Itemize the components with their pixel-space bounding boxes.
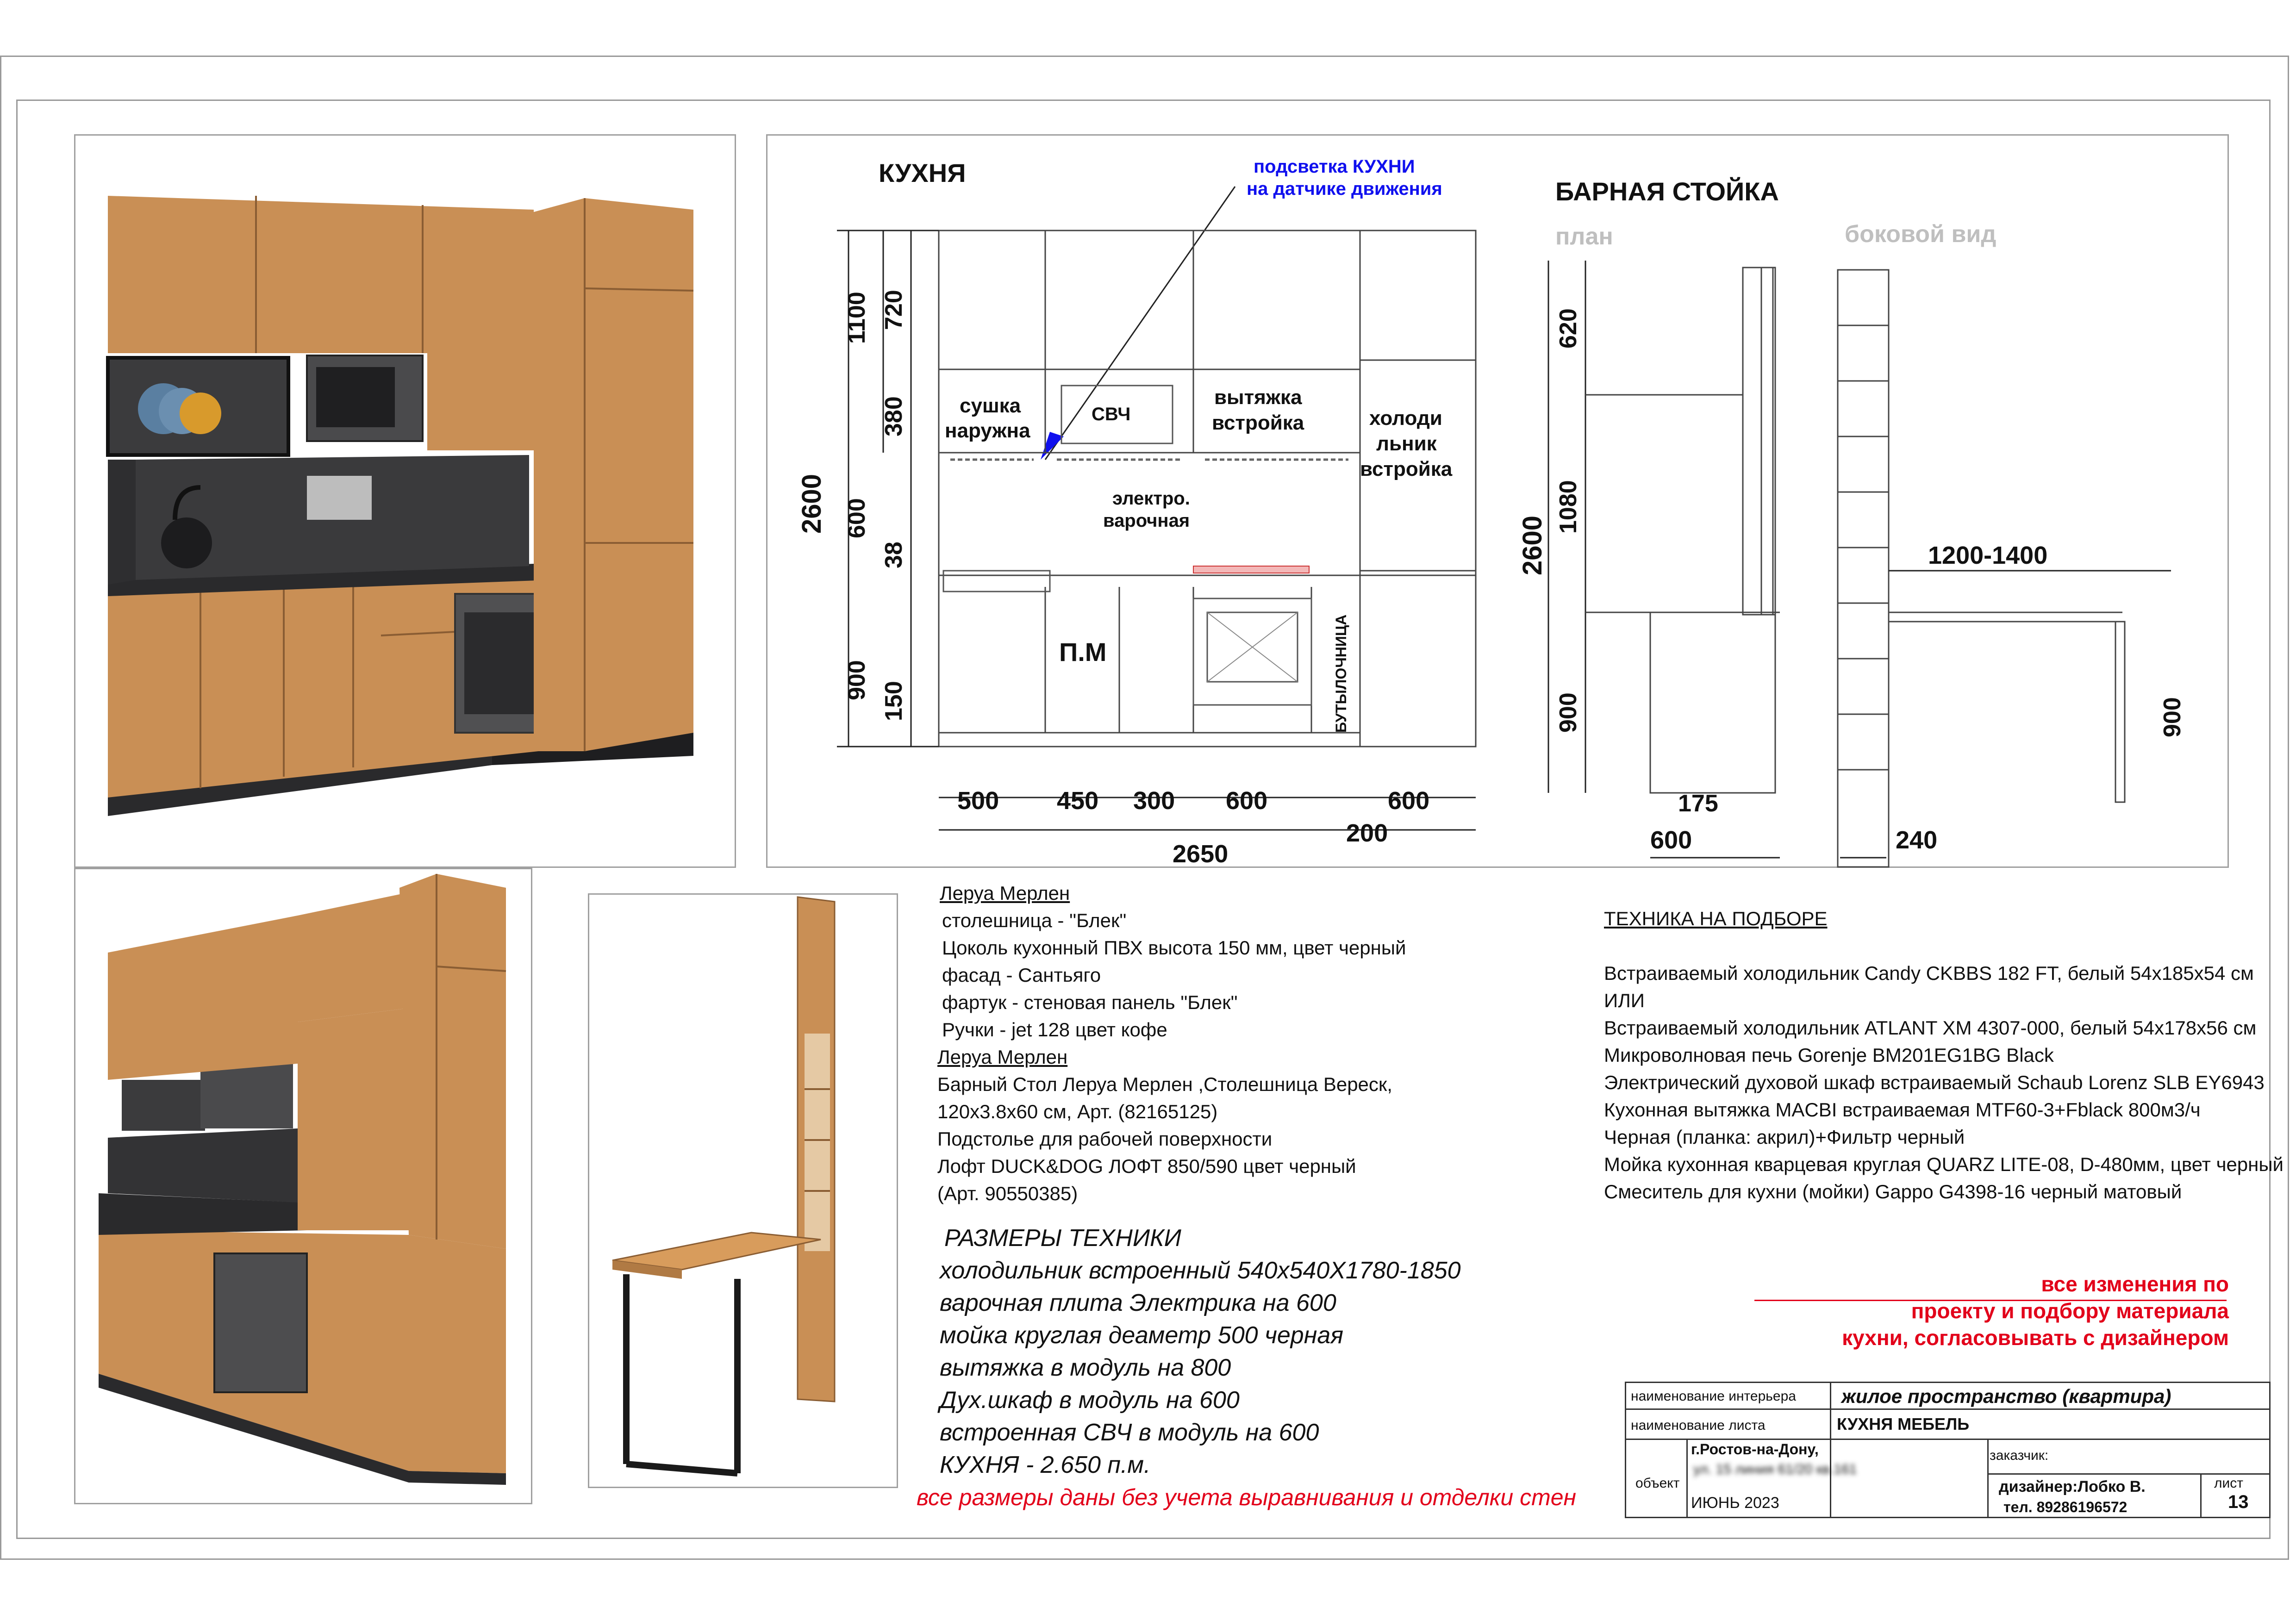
dim-900: 900 bbox=[843, 660, 870, 700]
tb-interior-label: наименование интерьера bbox=[1631, 1389, 1796, 1404]
dim-bottom-500: 500 bbox=[957, 787, 999, 815]
bar-render bbox=[588, 893, 898, 1488]
dim-150: 150 bbox=[880, 681, 907, 721]
materials-line: Цоколь кухонный ПВХ высота 150 мм, цвет черный bbox=[942, 937, 1406, 959]
title-block bbox=[1625, 1382, 2271, 1518]
materials-line: 120x3.8x60 см, Арт. (82165125) bbox=[937, 1101, 1218, 1122]
appliance-size-line: встроенная СВЧ в модуль на 600 bbox=[940, 1419, 1319, 1446]
tb-sheet-label: наименование листа bbox=[1631, 1418, 1766, 1433]
materials-line: столешница - "Блек" bbox=[942, 910, 1127, 931]
bar-dim-620: 620 bbox=[1555, 308, 1582, 349]
fridge-label-2: льник bbox=[1376, 432, 1437, 455]
dimensions-footnote: все размеры даны без учета выравнивания и отделки стен bbox=[917, 1484, 1577, 1510]
kitchen-title: КУХНЯ bbox=[879, 158, 966, 187]
bar-dim-1200-1400: 1200-1400 bbox=[1928, 542, 2048, 569]
materials-list bbox=[937, 879, 1406, 1207]
tb-object-label: объект bbox=[1635, 1476, 1680, 1491]
hob-label-2: варочная bbox=[1103, 511, 1190, 531]
tb-sheet-no: 13 bbox=[2228, 1492, 2249, 1512]
materials-line: (Арт. 90550385) bbox=[937, 1183, 1078, 1204]
bar-dim-600: 600 bbox=[1650, 826, 1692, 854]
dim-bottom-2650: 2650 bbox=[1173, 840, 1229, 868]
fridge-label-1: холоди bbox=[1369, 407, 1442, 430]
upper-label-microwave: СВЧ bbox=[1092, 404, 1131, 424]
bar-elevation-drawing bbox=[1517, 136, 2226, 866]
materials-line: Барный Стол Леруа Мерлен ,Столешница Вереск, bbox=[937, 1073, 1392, 1095]
dim-720: 720 bbox=[880, 290, 907, 330]
materials-line: Лофт DUCK&DOG ЛОФТ 850/590 цвет черный bbox=[937, 1155, 1356, 1177]
tb-address: ул. 15 линия 61/20 кв.161 bbox=[1693, 1462, 1857, 1477]
dim-bottom-200: 200 bbox=[1346, 819, 1388, 847]
equipment-line: Встраиваемый холодильник Candy CKBBS 182 FT, белый 54x185x54 см bbox=[1604, 962, 2254, 984]
bar-render-drawing bbox=[589, 895, 897, 1487]
dim-bottom-300: 300 bbox=[1133, 787, 1175, 815]
tb-designer-label: дизайнер: bbox=[1999, 1478, 2078, 1495]
kitchen-elevation-panel bbox=[766, 134, 1523, 868]
bar-elevation-panel bbox=[1517, 134, 2229, 868]
tb-designer-name: Лобко В. bbox=[2078, 1478, 2146, 1495]
dim-bottom-600b: 600 bbox=[1388, 787, 1430, 815]
dim-2600: 2600 bbox=[797, 474, 827, 534]
equipment-line: Встраиваемый холодильник ATLANT XM 4307-000, белый 54x178x56 см bbox=[1604, 1017, 2257, 1039]
tb-sheet-value: КУХНЯ МЕБЕЛЬ bbox=[1837, 1414, 1970, 1433]
fridge-label-3: встройка bbox=[1360, 458, 1453, 480]
bar-dim-2600: 2600 bbox=[1517, 515, 1547, 575]
kitchen-elevation-drawing bbox=[767, 136, 1522, 866]
tb-client-label: заказчик: bbox=[1990, 1448, 2049, 1463]
equipment-list bbox=[1604, 905, 2284, 1205]
materials-line: фартук - стеновая панель "Блек" bbox=[942, 991, 1238, 1013]
dim-bottom-600: 600 bbox=[1226, 787, 1268, 815]
dim-600: 600 bbox=[843, 498, 870, 538]
tb-designer bbox=[1999, 1478, 2146, 1496]
appliance-sizes bbox=[940, 1222, 1461, 1481]
tb-sheet-no-label: лист bbox=[2214, 1476, 2244, 1491]
warning-note bbox=[1713, 1271, 2229, 1351]
equipment-line: Мойка кухонная кварцевая круглая QUARZ LITE-08, D-480мм, цвет черный bbox=[1604, 1153, 2284, 1175]
bar-dim-900: 900 bbox=[1555, 692, 1582, 733]
upper-label-2: наружна bbox=[945, 419, 1030, 442]
equipment-line: Черная (планка: акрил)+Фильтр черный bbox=[1604, 1126, 1965, 1148]
tb-phone: тел. 89286196572 bbox=[2003, 1499, 2128, 1515]
equipment-line: Электрический духовой шкаф встраиваемый Schaub Lorenz SLB EY6943 bbox=[1604, 1072, 2265, 1093]
tb-date: ИЮНЬ 2023 bbox=[1691, 1494, 1779, 1512]
tb-city: г.Ростов-на-Дону, bbox=[1691, 1441, 1819, 1458]
equipment-line: Микроволновая печь Gorenje BM201EG1BG Black bbox=[1604, 1044, 2054, 1066]
equipment-line: Кухонная вытяжка MACBI встраиваемая MTF60-3+Fblack 800м3/ч bbox=[1604, 1099, 2201, 1121]
bar-dim-240: 240 bbox=[1896, 826, 1938, 854]
warning-line: все изменения по bbox=[2041, 1272, 2229, 1296]
bar-title: БАРНАЯ СТОЙКА bbox=[1555, 177, 1779, 206]
appliance-sizes-title: РАЗМЕРЫ ТЕХНИКИ bbox=[944, 1225, 1181, 1252]
dishwasher-label: П.М bbox=[1059, 637, 1107, 667]
materials-line: Леруа Мерлен bbox=[940, 882, 1070, 904]
upper-label-hood: вытяжка bbox=[1214, 386, 1302, 409]
dim-1100: 1100 bbox=[843, 292, 870, 344]
materials-line: Леруа Мерлен bbox=[937, 1046, 1068, 1068]
appliance-size-line: Дух.шкаф в модуль на 600 bbox=[940, 1387, 1240, 1414]
equipment-title: ТЕХНИКА НА ПОДБОРЕ bbox=[1604, 908, 1828, 929]
lighting-note-1: подсветка КУХНИ bbox=[1254, 156, 1415, 177]
equipment-line: Смеситель для кухни (мойки) Gappo G4398-16 черный матовый bbox=[1604, 1181, 2182, 1203]
upper-label-hood-2: встройка bbox=[1212, 411, 1304, 434]
kitchen-render-bottom bbox=[74, 868, 532, 1504]
kitchen-render-top bbox=[74, 134, 736, 868]
tb-interior-value: жилое пространство (квартира) bbox=[1841, 1385, 2171, 1407]
bar-dim-1080: 1080 bbox=[1555, 480, 1582, 534]
materials-line: Подстолье для рабочей поверхности bbox=[937, 1128, 1273, 1150]
bar-dim-900-side: 900 bbox=[2159, 697, 2186, 737]
hob-label-1: электро. bbox=[1112, 488, 1190, 509]
materials-line: Ручки - jet 128 цвет кофе bbox=[942, 1019, 1167, 1041]
bar-dim-175: 175 bbox=[1678, 790, 1718, 817]
appliance-size-line: варочная плита Электрика на 600 bbox=[940, 1290, 1336, 1316]
kitchen-render-top-drawing bbox=[75, 136, 735, 866]
materials-line: фасад - Сантьяго bbox=[942, 964, 1101, 986]
bar-view-side: боковой вид bbox=[1845, 221, 1997, 248]
dim-380: 380 bbox=[880, 396, 907, 436]
bottle-holder-label: БУТЫЛОЧНИЦА bbox=[1333, 614, 1349, 733]
lighting-note-2: на датчике движения bbox=[1247, 179, 1442, 199]
equipment-line: ИЛИ bbox=[1604, 990, 1645, 1011]
kitchen-render-bottom-drawing bbox=[75, 869, 531, 1503]
bar-view-plan: план bbox=[1555, 223, 1613, 250]
warning-line: кухни, согласовывать с дизайнером bbox=[1842, 1326, 2229, 1350]
appliance-size-line: КУХНЯ - 2.650 п.м. bbox=[940, 1452, 1151, 1478]
appliance-size-line: холодильник встроенный 540x540X1780-1850 bbox=[940, 1257, 1461, 1284]
warning-line: проекту и подбору материала bbox=[1911, 1299, 2229, 1323]
dim-38: 38 bbox=[880, 542, 907, 568]
appliance-size-line: мойка круглая деаметр 500 черная bbox=[940, 1322, 1344, 1349]
appliance-size-line: вытяжка в модуль на 800 bbox=[940, 1354, 1231, 1381]
dim-bottom-450: 450 bbox=[1057, 787, 1099, 815]
upper-label-1: сушка bbox=[960, 394, 1021, 417]
